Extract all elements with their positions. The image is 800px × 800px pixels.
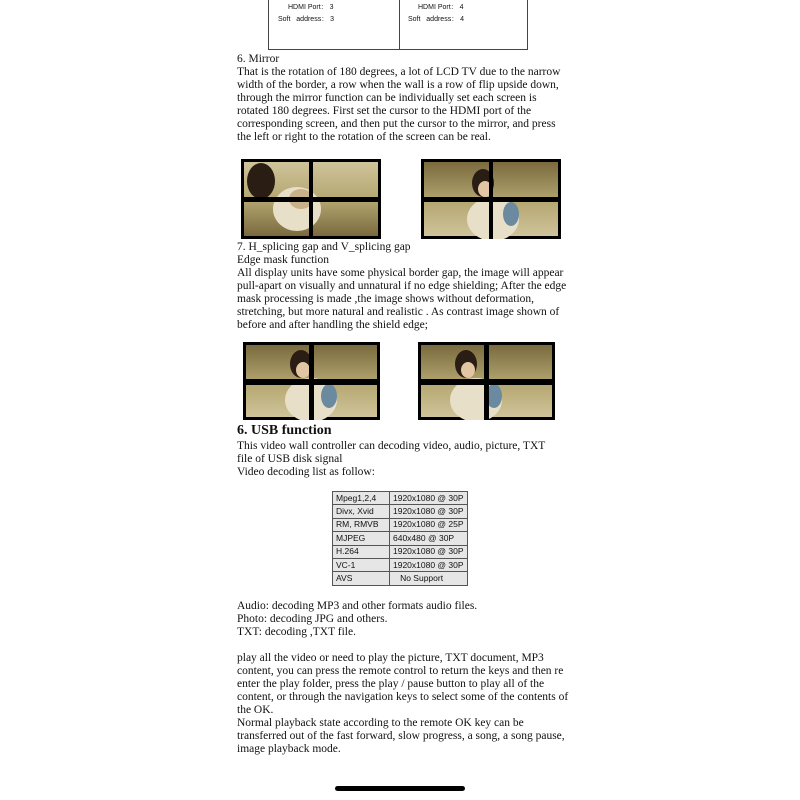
codec-format-cell: Divx, Xvid bbox=[333, 505, 390, 518]
video-wall-photo-icon bbox=[421, 159, 561, 239]
usb-line: Video decoding list as follow: bbox=[237, 466, 375, 478]
splicing-line: All display units have some physical border gap, the image will appear bbox=[237, 267, 564, 279]
codec-resolution-cell: 640x480 @ 30P bbox=[390, 532, 468, 545]
playback-line: enter the play folder, press the play / pause button to play all of the bbox=[237, 678, 545, 690]
right-hdmi-port: HDMI Port： 4 bbox=[418, 4, 464, 11]
right-soft-address: Soft address： 4 bbox=[408, 16, 465, 23]
codec-row bbox=[333, 545, 468, 558]
codec-format-cell: VC-1 bbox=[333, 558, 390, 571]
codec-format-cell: RM, RMVB bbox=[333, 518, 390, 531]
mirror-heading: 6. Mirror bbox=[237, 53, 280, 65]
format-line: TXT: decoding ,TXT file. bbox=[237, 626, 356, 638]
video-wall-photo-icon bbox=[243, 342, 380, 420]
home-indicator[interactable] bbox=[335, 786, 465, 791]
playback-line: content, or through the navigation keys to select some of the contents of bbox=[237, 691, 569, 703]
left-hdmi-port: HDMI Port： 3 bbox=[288, 4, 334, 11]
codec-resolution-cell: 1920x1080 @ 30P bbox=[390, 505, 468, 518]
box-divider bbox=[399, 0, 400, 49]
codec-format-cell: MJPEG bbox=[333, 532, 390, 545]
codec-resolution-cell: 1920x1080 @ 25P bbox=[390, 518, 468, 531]
splicing-line: Edge mask function bbox=[237, 254, 329, 266]
video-wall-photo-icon bbox=[241, 159, 381, 239]
codec-row bbox=[333, 558, 468, 571]
splicing-line: stretching, but more natural and realistic . As contrast image shown of bbox=[237, 306, 560, 318]
splicing-line: before and after handling the shield edge; bbox=[237, 319, 428, 331]
codec-row bbox=[333, 532, 468, 545]
mirror-line: rotated 180 degrees. First set the cursor to the HDMI port of the bbox=[237, 105, 532, 117]
mirror-line: through the mirror function can be individually set each screen is bbox=[237, 92, 537, 104]
playback-line: transferred out of the fast forward, slow progress, a song, a song pause, bbox=[237, 730, 565, 742]
usb-line: file of USB disk signal bbox=[237, 453, 343, 465]
mirror-line: width of the border, a row when the wall is a row of flip upside down, bbox=[237, 79, 559, 91]
codec-resolution-cell: 1920x1080 @ 30P bbox=[390, 545, 468, 558]
playback-line: content, you can press the remote control to return the keys and then re bbox=[237, 665, 564, 677]
mirror-line: corresponding screen, and then put the cursor to the mirror, and press bbox=[237, 118, 556, 130]
mirror-line: That is the rotation of 180 degrees, a lot of LCD TV due to the narrow bbox=[237, 66, 561, 78]
video-decoding-table bbox=[332, 491, 468, 586]
splicing-heading: 7. H_splicing gap and V_splicing gap bbox=[237, 241, 411, 253]
codec-format-cell: AVS bbox=[333, 572, 390, 585]
format-line: Photo: decoding JPG and others. bbox=[237, 613, 388, 625]
codec-resolution-cell: No Support bbox=[390, 572, 468, 585]
splicing-line: pull-apart on visually and unnatural if no edge shielding; After the edge bbox=[237, 280, 567, 292]
playback-line: image playback mode. bbox=[237, 743, 341, 755]
usb-heading: 6. USB function bbox=[237, 423, 332, 438]
left-soft-address: Soft address： 3 bbox=[278, 16, 335, 23]
video-wall-photo-icon bbox=[418, 342, 555, 420]
format-line: Audio: decoding MP3 and other formats audio files. bbox=[237, 600, 478, 612]
codec-resolution-cell: 1920x1080 @ 30P bbox=[390, 492, 468, 505]
codec-row bbox=[333, 492, 468, 505]
splicing-line: mask processing is made ,the image shows without deformation, bbox=[237, 293, 535, 305]
codec-resolution-cell: 1920x1080 @ 30P bbox=[390, 558, 468, 571]
playback-line: Normal playback state according to the remote OK key can be bbox=[237, 717, 524, 729]
codec-row bbox=[333, 505, 468, 518]
codec-format-cell: H.264 bbox=[333, 545, 390, 558]
codec-format-cell: Mpeg1,2,4 bbox=[333, 492, 390, 505]
playback-line: the OK. bbox=[237, 704, 274, 716]
playback-line: play all the video or need to play the picture, TXT document, MP3 bbox=[237, 652, 544, 664]
usb-line: This video wall controller can decoding video, audio, picture, TXT bbox=[237, 440, 546, 452]
mirror-line: the left or right to the rotation of the screen can be real. bbox=[237, 131, 491, 143]
codec-row bbox=[333, 572, 468, 585]
codec-row bbox=[333, 518, 468, 531]
